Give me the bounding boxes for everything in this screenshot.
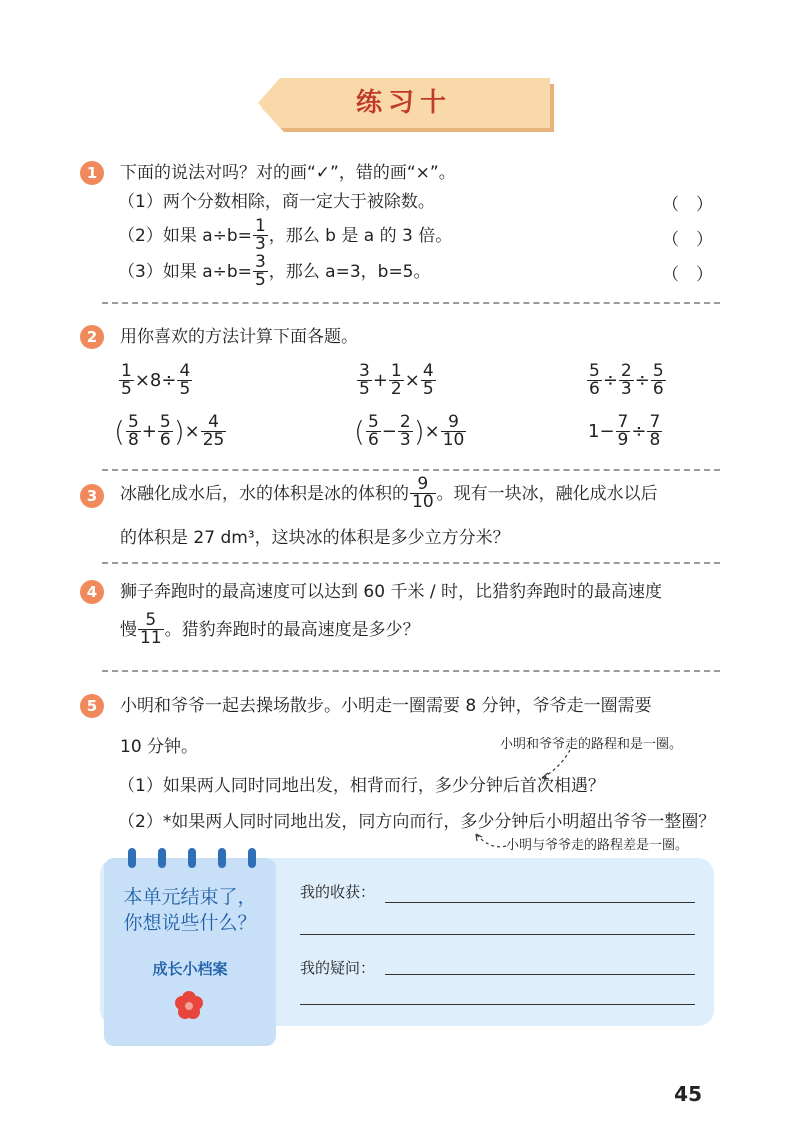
question-1-number: 1 — [80, 161, 104, 185]
item-label: （2） — [118, 225, 163, 246]
question-2-number: 2 — [80, 325, 104, 349]
answer-paren-1[interactable]: （ ） — [662, 195, 713, 215]
question-3-line-2: 的体积是 27 dm³，这块冰的体积是多少立方分米？ — [120, 528, 510, 548]
question-5-sub-2: （2）*如果两人同时同地出发，同方向而行，多少分钟后小明超出爷爷一整圈？ — [118, 812, 716, 832]
harvest-line-1[interactable] — [385, 902, 695, 903]
page-number: 45 — [674, 1082, 702, 1106]
expression-2: $\frac{3}{5}$ + $\frac{1}{2}$ × $\frac{4}{5}$ — [359, 361, 434, 399]
annotation-difference: 小明与爷爷走的路程差是一圈。 — [506, 838, 689, 853]
harvest-line-2[interactable] — [300, 934, 695, 935]
divider — [102, 469, 720, 471]
binder-ring — [218, 848, 226, 868]
binder-ring — [128, 848, 136, 868]
item-text-post: ，那么 b 是 a 的 3 倍。 — [268, 225, 453, 246]
expression-4: ( $\frac{5}{8}$ + $\frac{5}{6}$ ) × $\frac{4}{25}$ — [114, 412, 225, 450]
binder-ring — [158, 848, 166, 868]
question-4-number: 4 — [80, 580, 104, 604]
question-1-prompt: 下面的说法对吗？对的画“✓”，错的画“×”。 — [120, 163, 456, 183]
question-5-sub-1: （1）如果两人同时同地出发，相背而行，多少分钟后首次相遇？ — [118, 776, 605, 796]
divider — [102, 302, 720, 304]
answer-paren-3[interactable]: （ ） — [662, 265, 713, 285]
item-text: 两个分数相除，商一定大于被除数。 — [162, 192, 435, 212]
question-4-line-1: 狮子奔跑时的最高速度可以达到 60 千米 / 时，比猎豹奔跑时的最高速度 — [120, 582, 662, 602]
fraction: $\frac{3}{5}$ — [254, 252, 266, 290]
expression-5: ( $\frac{5}{6}$ − $\frac{2}{3}$ ) × $\frac{9}{10}$ — [354, 412, 465, 450]
question-5-number: 5 — [80, 694, 104, 718]
doubt-line-1[interactable] — [385, 974, 695, 975]
expression-6: 1− $\frac{7}{9}$ ÷ $\frac{7}{8}$ — [588, 412, 661, 450]
question-5-line-1: 小明和爷爷一起去操场散步。小明走一圈需要 8 分钟，爷爷走一圈需要 — [120, 696, 652, 716]
item-text-post: ，那么 a=3，b=5。 — [268, 261, 431, 282]
fraction: $\frac{1}{3}$ — [254, 216, 266, 254]
harvest-label: 我的收获： — [300, 883, 376, 901]
question-4-line-2: 慢 $\frac{5}{11}$ 。猎豹奔跑时的最高速度是多少？ — [120, 610, 420, 648]
flower-icon — [174, 990, 204, 1020]
growth-question: 本单元结束了， 你想说些什么？ — [123, 886, 257, 934]
binder-ring — [248, 848, 256, 868]
growth-archive-label: 成长小档案 — [152, 960, 228, 978]
expression-3: $\frac{5}{6}$ ÷ $\frac{2}{3}$ ÷ $\frac{5}{6}$ — [589, 361, 664, 399]
item-label: （3） — [118, 261, 163, 282]
doubt-label: 我的疑问： — [300, 959, 376, 977]
question-1-item-1 — [118, 190, 435, 214]
doubt-line-2[interactable] — [300, 1004, 695, 1005]
question-1-item-3 — [118, 254, 431, 289]
expression-1: $\frac{1}{5}$ ×8÷ $\frac{4}{5}$ — [121, 361, 191, 399]
page-title: 练习十 — [355, 88, 452, 118]
annotation-sum: 小明和爷爷走的路程和是一圈。 — [500, 737, 683, 752]
divider — [102, 670, 720, 672]
question-2-prompt: 用你喜欢的方法计算下面各题。 — [120, 327, 358, 347]
question-3-number: 3 — [80, 484, 104, 508]
question-1-item-2 — [118, 218, 452, 253]
annotation-arrow-2 — [470, 828, 510, 854]
divider — [102, 562, 720, 564]
question-3-line-1: 冰融化成水后，水的体积是冰的体积的 $\frac{9}{10}$ 。现有一块冰，融化成水以后 — [120, 474, 658, 512]
binder-ring — [188, 848, 196, 868]
question-5-line-2: 10 分钟。 — [120, 737, 199, 757]
item-label: （1） — [118, 192, 163, 212]
item-text-pre: 如果 a÷b= — [162, 261, 252, 282]
answer-paren-2[interactable]: （ ） — [662, 230, 713, 250]
item-text-pre: 如果 a÷b= — [162, 225, 252, 246]
